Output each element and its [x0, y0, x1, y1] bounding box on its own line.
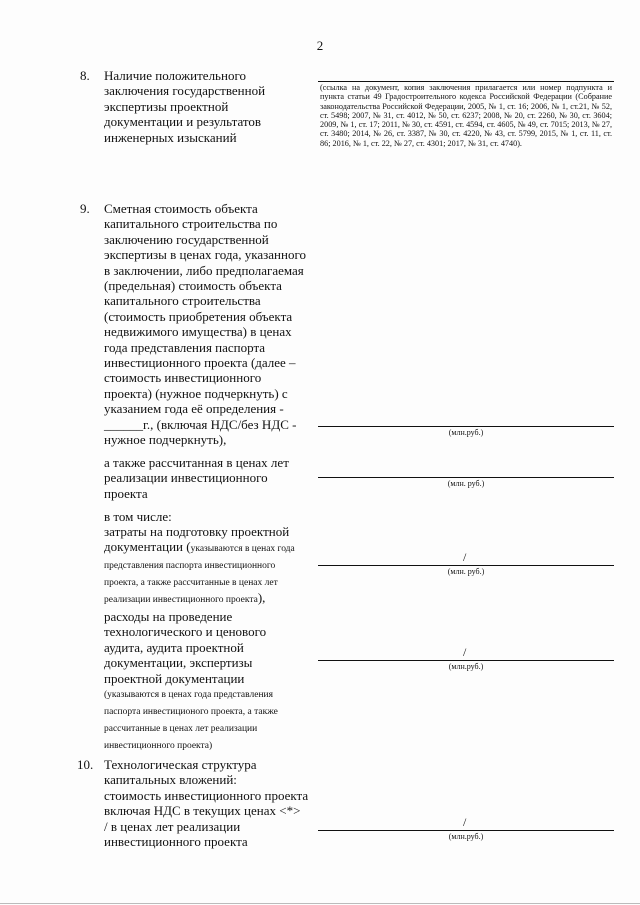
- item-9-realization-line: [318, 477, 614, 478]
- item-9-design-tail: ),: [257, 590, 266, 606]
- page-number: 2: [316, 38, 324, 53]
- item-8-answer-line: [318, 81, 614, 82]
- item-9-realization-caption: (млн. руб.): [447, 479, 485, 488]
- item-9-audit-caption: (млн.руб.): [448, 662, 484, 671]
- item-9-unit-caption: (млн.руб.): [448, 428, 484, 437]
- page-bottom-edge: [0, 903, 640, 904]
- item-9-design-note-1: указываются в ценах года: [190, 544, 295, 555]
- item-9-audit-note: [104, 685, 278, 753]
- item-8-number: 8.: [80, 68, 90, 83]
- item-9-number: 9.: [80, 201, 90, 216]
- item-9-design-note-rest: представления паспорта инвестиционного проекта, а также рассчитанные в ценах лет реализации инвестиционного проекта: [104, 561, 278, 606]
- item-10-number: 10.: [77, 757, 94, 772]
- item-8-label: Наличие положительного заключения государственной экспертизы проектной документации и результатов инженерных изысканий: [104, 68, 266, 145]
- item-9-design-caption: (млн. руб.): [447, 567, 485, 576]
- item-9-design-main: затраты на подготовку проектной документации (: [104, 524, 290, 555]
- item-10-unit-caption: (млн.руб.): [448, 832, 484, 841]
- item-9-design-slash: /: [463, 550, 467, 564]
- item-9-audit-label: расходы на проведение технологического и ценового аудита, аудита проектной документации, экспертизы проектной документации: [104, 609, 267, 686]
- item-9-audit-line: [318, 660, 614, 661]
- item-10-slash: /: [463, 815, 467, 829]
- item-9-realization-label: а также рассчитанная в ценах лет реализации инвестиционного проекта: [104, 455, 289, 501]
- item-9-audit-slash: /: [463, 645, 467, 659]
- item-10-label: Технологическая структура капитальных вложений: стоимость инвестиционного проекта включая НДС в текущих ценах <*> / в ценах лет реализации инвестиционного проекта: [104, 757, 309, 850]
- item-8-reference-note: (ссылка на документ, копия заключения прилагается или номер подпункта и пункта статьи 49 Градостроительного кодекса Российской Федерации (Собрание законодательства Российской Федерации, 2005, № 1, ст. 16; 2006, № 1, ст.21, № 52, ст. 5498; 2007, № 31, ст. 4012, № 50, ст. 6237; 2008, № 20, ст. 2260, № 30, ст. 3604; 2009, № 1, ст. 17; 2011, № 30, ст. 4591, ст. 4594, ст. 4605, № 49, ст. 7015; 2013, № 27, ст. 3480; 2014, № 26, ст. 3387, № 30, ст. 4220, № 43, ст. 5799, 2015, № 1, ст. 11, ст. 86; 2016, № 1, ст. 22, № 27, ст. 4301; 2017, № 31, ст. 4740).: [320, 83, 612, 148]
- item-9-including-label: в том числе:: [104, 509, 172, 524]
- item-10-answer-line: [318, 830, 614, 831]
- item-9-design-line: [318, 565, 614, 566]
- item-9-audit-note-text: (указываются в ценах года представления паспорта инвестиционого проекта, а также рассчитанные в ценах лет реализации инвестиционного проекта): [104, 690, 278, 751]
- item-9-answer-line: [318, 426, 614, 427]
- item-9-label: Сметная стоимость объекта капитального строительства по заключению государственной экспертизы в ценах года, указанного в заключении, либо предполагаемая (предельная) стоимость объекта капитального строительства (стоимость приобретения объекта недвижимого имущества) в ценах года представления паспорта инвестиционного проекта (далее – стоимость инвестиционного проекта) (нужное подчеркнуть) с указанием года её определения - ______г., (включая НДС/без НДС - нужное подчеркнуть),: [104, 201, 306, 448]
- item-9-design-label: [104, 524, 295, 607]
